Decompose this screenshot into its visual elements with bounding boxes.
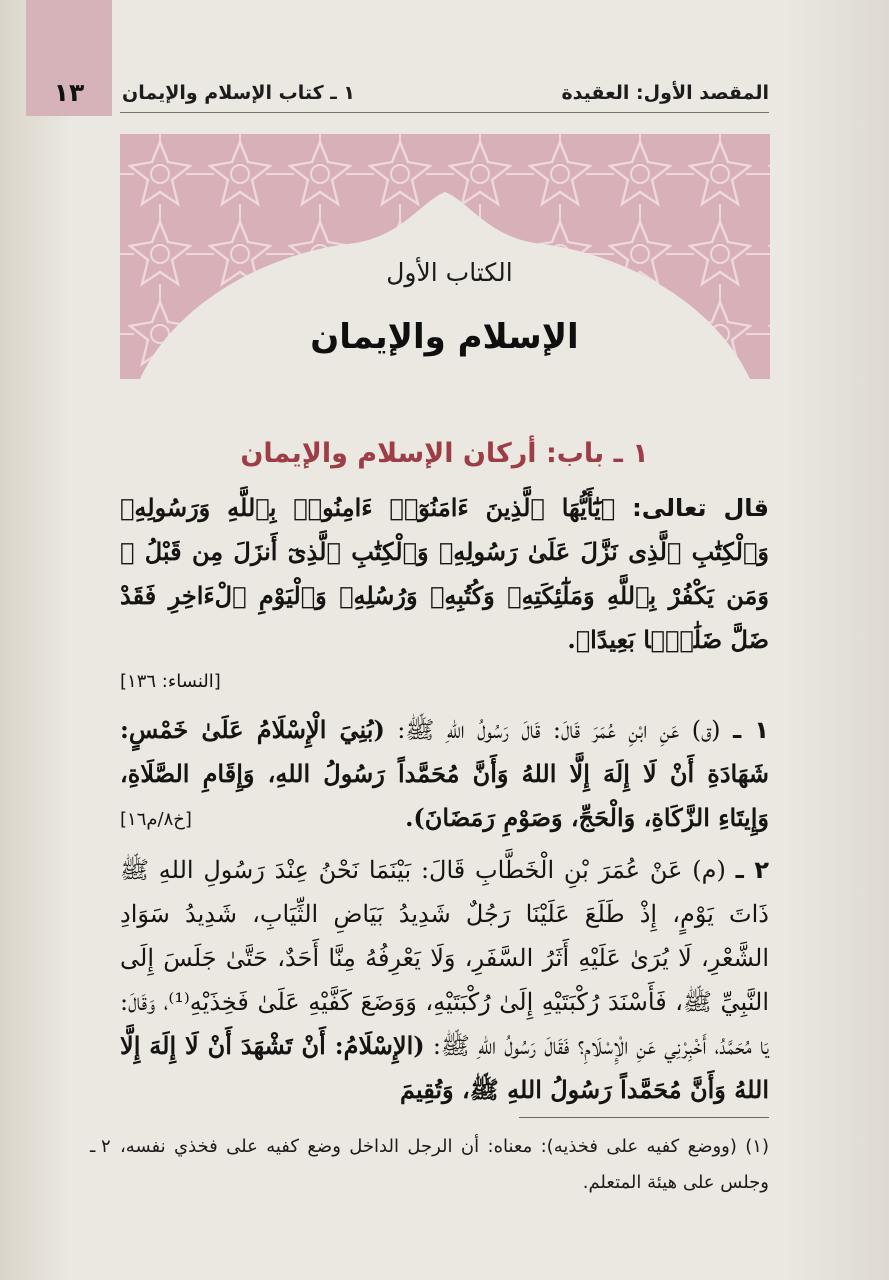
hadith-2-bold: (الإِسْلَامُ: أَنْ تَشْهَدَ أَنْ لَا إِلَهَ إِلَّا اللهُ وَأَنَّ مُحَمَّداً رَسُولُ اللهِ ﷺ، وَتُقِيمَ [120, 1031, 769, 1104]
page-number: ١٣ [53, 78, 85, 107]
main-content [120, 486, 769, 1112]
running-header-section: المقصد الأول: العقيدة [561, 82, 769, 104]
book-kicker: الكتاب الأول [386, 258, 513, 287]
header-rule [120, 112, 769, 113]
hadith-1-intro: (ق) عَنِ ابْنِ عُمَرَ قَالَ: قَالَ رَسُولُ اللهِ ﷺ: [397, 716, 721, 744]
verse-lead: قال تعالى: [632, 494, 770, 522]
verse-text: ﴿يَٰٓأَيُّهَا ٱلَّذِينَ ءَامَنُوٓا۟ ءَامِنُوا۟ بِٱللَّهِ وَرَسُولِهِۦ وَٱلْكِتَٰبِ ٱلَّذِى نَزَّلَ عَلَىٰ رَسُولِهِۦ وَٱلْكِتَٰبِ ٱلَّذِىٓ أَنزَلَ مِن قَبْلُ ۚ وَمَن يَكْفُرْ بِٱللَّهِ وَمَلَٰٓئِكَتِهِۦ وَكُتُبِهِۦ وَرُسُلِهِۦ وَٱلْيَوْمِ ٱلْءَاخِرِ فَقَدْ ضَلَّ ضَلَٰلًۢا بَعِيدًا﴾. [120, 493, 769, 654]
hadith-2 [120, 848, 769, 1112]
book-title: الإسلام والإيمان [310, 317, 579, 357]
running-header-book: ١ ـ كتاب الإسلام والإيمان [122, 82, 355, 104]
running-header [122, 76, 769, 110]
hadith-1 [120, 708, 769, 840]
quran-verse [120, 486, 769, 662]
hadith-1-number: ١ ـ [732, 716, 769, 744]
footnote-rule [519, 1117, 769, 1118]
hadith-2-text: (م) عَنْ عُمَرَ بْنِ الْخَطَّابِ قَالَ: بَيْنَمَا نَحْنُ عِنْدَ رَسُولِ اللهِ ﷺ ذَاتَ يَوْمٍ، إِذْ طَلَعَ عَلَيْنَا رَجُلٌ شَدِيدُ بَيَاضِ الثِّيَابِ، شَدِيدُ سَوَادِ الشَّعْرِ، لَا يُرَىٰ عَلَيْهِ أَثَرُ السَّفَرِ، وَلَا يَعْرِفُهُ مِنَّا أَحَدٌ، حَتَّىٰ جَلَسَ إِلَى النَّبِيِّ ﷺ، فَأَسْنَدَ رُكْبَتَيْهِ إِلَىٰ رُكْبَتَيْهِ، وَوَضَعَ كَفَّيْهِ عَلَىٰ فَخِذَيْهِ⁽¹⁾، وَقَالَ: يَا مُحَمَّدُ، أَخْبِرْنِي عَنِ الْإِسْلَامِ؟ فَقَالَ رَسُولُ اللهِ ﷺ: [120, 856, 770, 1060]
hadith-1-text: (بُنِيَ الْإِسْلَامُ عَلَىٰ خَمْسٍ: شَهَادَةِ أَنْ لَا إِلَهَ إِلَّا اللهُ وَأَنَّ مُحَمَّداً رَسُولُ اللهِ، وَإِقَامِ الصَّلَاةِ، وَإِيتَاءِ الزَّكَاةِ، وَالْحَجِّ، وَصَوْمِ رَمَضَانَ). [120, 715, 769, 832]
chapter-heading: ١ ـ باب: أركان الإسلام والإيمان [240, 438, 649, 469]
footnote-side-marker: ٢ ـ [90, 1136, 111, 1157]
verse-citation: [النساء: ١٣٦] [120, 671, 221, 692]
hadith-1-ref: [خ٨/م١٦] [120, 809, 192, 830]
footnote: (١) (ووضع كفيه على فخذيه): معناه: أن الرجل الداخل وضع كفيه على فخذي نفسه، وجلس على هيئة المتعلم. [120, 1136, 769, 1193]
hadith-2-number: ٢ ـ [735, 856, 769, 884]
